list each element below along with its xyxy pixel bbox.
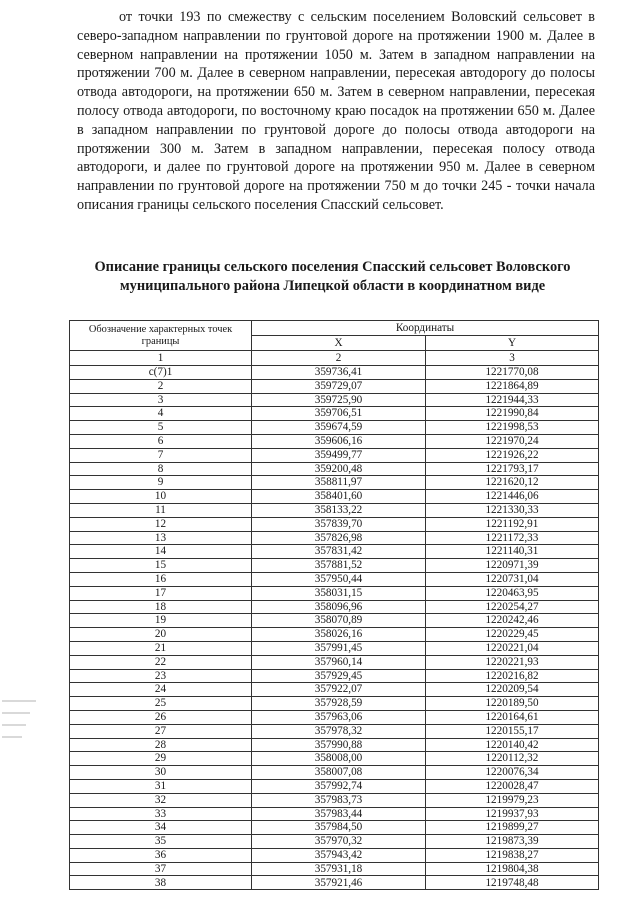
section-heading: Описание границы сельского поселения Спасский сельсовет Воловского муниципального района Липецкой области в координатном виде (94, 259, 571, 294)
point-id-cell: 33 (70, 807, 252, 821)
table-row (70, 379, 599, 393)
point-id-cell: 5 (70, 421, 252, 435)
table-row (70, 503, 599, 517)
point-id-cell: 32 (70, 793, 252, 807)
table-row (70, 862, 599, 876)
x-coordinate-cell: 357984,50 (252, 821, 426, 835)
point-id-cell: 36 (70, 848, 252, 862)
y-coordinate-cell: 1219937,93 (426, 807, 599, 821)
y-coordinate-cell: 1220112,32 (426, 752, 599, 766)
scan-artifact (2, 724, 26, 726)
point-designation-header: Обозначение характерных точек границы (70, 321, 252, 351)
column-number-row (70, 351, 599, 366)
x-coordinate-cell: 359706,51 (252, 407, 426, 421)
point-id-cell: 24 (70, 683, 252, 697)
point-id-cell: 11 (70, 503, 252, 517)
x-coordinate-cell: 357826,98 (252, 531, 426, 545)
point-id-cell: 6 (70, 434, 252, 448)
y-coordinate-cell: 1220221,04 (426, 641, 599, 655)
column-number-3: 3 (426, 351, 599, 366)
y-coordinate-cell: 1219873,39 (426, 835, 599, 849)
y-coordinate-cell: 1220076,34 (426, 766, 599, 780)
x-coordinate-cell: 357983,73 (252, 793, 426, 807)
x-coordinate-cell: 359736,41 (252, 366, 426, 380)
y-coordinate-cell: 1221140,31 (426, 545, 599, 559)
table-row (70, 641, 599, 655)
point-id-cell: 38 (70, 876, 252, 890)
x-coordinate-cell: 357839,70 (252, 517, 426, 531)
x-coordinate-cell: 357978,32 (252, 724, 426, 738)
table-row (70, 793, 599, 807)
y-coordinate-cell: 1219899,27 (426, 821, 599, 835)
table-row (70, 586, 599, 600)
table-row (70, 572, 599, 586)
table-row (70, 462, 599, 476)
table-row (70, 545, 599, 559)
y-coordinate-cell: 1221192,91 (426, 517, 599, 531)
point-id-cell: 27 (70, 724, 252, 738)
y-coordinate-cell: 1220971,39 (426, 559, 599, 573)
x-coordinate-cell: 357929,45 (252, 669, 426, 683)
table-row (70, 490, 599, 504)
x-coordinate-cell: 357970,32 (252, 835, 426, 849)
point-id-cell: 35 (70, 835, 252, 849)
point-id-cell: 20 (70, 628, 252, 642)
point-id-cell: 10 (70, 490, 252, 504)
x-coordinate-cell: 357983,44 (252, 807, 426, 821)
x-coordinate-cell: 357960,14 (252, 655, 426, 669)
scan-artifact (2, 736, 22, 738)
table-row (70, 710, 599, 724)
x-coordinate-cell: 359729,07 (252, 379, 426, 393)
y-coordinate-cell: 1221944,33 (426, 393, 599, 407)
y-coordinate-cell: 1221990,84 (426, 407, 599, 421)
y-coordinate-cell: 1220242,46 (426, 614, 599, 628)
coordinates-header: Координаты (252, 321, 599, 336)
y-coordinate-cell: 1221926,22 (426, 448, 599, 462)
x-coordinate-cell: 359674,59 (252, 421, 426, 435)
x-coordinate-cell: 358401,60 (252, 490, 426, 504)
table-row (70, 448, 599, 462)
y-coordinate-cell: 1220209,54 (426, 683, 599, 697)
point-id-cell: 25 (70, 697, 252, 711)
y-coordinate-cell: 1221330,33 (426, 503, 599, 517)
table-row (70, 517, 599, 531)
y-coordinate-cell: 1219838,27 (426, 848, 599, 862)
scan-artifact (2, 712, 30, 714)
y-coordinate-cell: 1221446,06 (426, 490, 599, 504)
table-row (70, 655, 599, 669)
table-row (70, 559, 599, 573)
point-id-cell: 23 (70, 669, 252, 683)
table-row (70, 407, 599, 421)
table-row (70, 614, 599, 628)
table-row (70, 835, 599, 849)
x-coordinate-cell: 358811,97 (252, 476, 426, 490)
y-coordinate-cell: 1220189,50 (426, 697, 599, 711)
table-row (70, 697, 599, 711)
x-coordinate-cell: 357922,07 (252, 683, 426, 697)
table-row (70, 421, 599, 435)
x-coordinate-cell: 357963,06 (252, 710, 426, 724)
point-id-cell: 8 (70, 462, 252, 476)
column-number-1: 1 (70, 351, 252, 366)
point-id-cell: 19 (70, 614, 252, 628)
point-id-cell: 16 (70, 572, 252, 586)
point-id-cell: 29 (70, 752, 252, 766)
scan-artifact (2, 700, 36, 702)
x-coordinate-cell: 358133,22 (252, 503, 426, 517)
point-id-cell: 14 (70, 545, 252, 559)
point-id-cell: 18 (70, 600, 252, 614)
table-row (70, 724, 599, 738)
point-id-cell: 17 (70, 586, 252, 600)
point-id-cell: 30 (70, 766, 252, 780)
point-id-cell: 37 (70, 862, 252, 876)
column-number-2: 2 (252, 351, 426, 366)
table-header-row (70, 321, 599, 336)
table-row (70, 366, 599, 380)
point-id-cell: 9 (70, 476, 252, 490)
table-row (70, 683, 599, 697)
point-id-cell: 2 (70, 379, 252, 393)
x-coordinate-cell: 357990,88 (252, 738, 426, 752)
y-coordinate-cell: 1219804,38 (426, 862, 599, 876)
y-coordinate-cell: 1220155,17 (426, 724, 599, 738)
y-header: Y (426, 336, 599, 351)
point-id-cell: 34 (70, 821, 252, 835)
y-coordinate-cell: 1219979,23 (426, 793, 599, 807)
x-coordinate-cell: 357921,46 (252, 876, 426, 890)
y-coordinate-cell: 1221172,33 (426, 531, 599, 545)
table-row (70, 669, 599, 683)
table-row (70, 393, 599, 407)
point-id-cell: 15 (70, 559, 252, 573)
table-row (70, 766, 599, 780)
x-coordinate-cell: 358007,08 (252, 766, 426, 780)
table-row (70, 807, 599, 821)
point-id-cell: 21 (70, 641, 252, 655)
point-id-cell: 3 (70, 393, 252, 407)
x-coordinate-cell: 357881,52 (252, 559, 426, 573)
table-row (70, 434, 599, 448)
point-id-cell: с(7)1 (70, 366, 252, 380)
coordinates-table-body (70, 321, 599, 890)
y-coordinate-cell: 1221793,17 (426, 462, 599, 476)
point-id-cell: 13 (70, 531, 252, 545)
table-row (70, 779, 599, 793)
y-coordinate-cell: 1219748,48 (426, 876, 599, 890)
table-row (70, 738, 599, 752)
table-row (70, 876, 599, 890)
x-coordinate-cell: 357931,18 (252, 862, 426, 876)
x-coordinate-cell: 359499,77 (252, 448, 426, 462)
table-row (70, 821, 599, 835)
y-coordinate-cell: 1220216,82 (426, 669, 599, 683)
y-coordinate-cell: 1221770,08 (426, 366, 599, 380)
table-row (70, 628, 599, 642)
point-id-cell: 12 (70, 517, 252, 531)
point-id-cell: 22 (70, 655, 252, 669)
x-coordinate-cell: 359725,90 (252, 393, 426, 407)
y-coordinate-cell: 1221970,24 (426, 434, 599, 448)
y-coordinate-cell: 1221864,89 (426, 379, 599, 393)
x-coordinate-cell: 357991,45 (252, 641, 426, 655)
x-coordinate-cell: 358031,15 (252, 586, 426, 600)
x-coordinate-cell: 358008,00 (252, 752, 426, 766)
y-coordinate-cell: 1221620,12 (426, 476, 599, 490)
point-id-cell: 7 (70, 448, 252, 462)
x-coordinate-cell: 358070,89 (252, 614, 426, 628)
point-id-cell: 28 (70, 738, 252, 752)
x-coordinate-cell: 358096,96 (252, 600, 426, 614)
x-coordinate-cell: 359606,16 (252, 434, 426, 448)
x-coordinate-cell: 359200,48 (252, 462, 426, 476)
table-row (70, 848, 599, 862)
y-coordinate-cell: 1220229,45 (426, 628, 599, 642)
y-coordinate-cell: 1220731,04 (426, 572, 599, 586)
table-row (70, 600, 599, 614)
y-coordinate-cell: 1220221,93 (426, 655, 599, 669)
boundary-description-paragraph: от точки 193 по смежеству с сельским поселением Воловский сельсовет в северо-западном направлении по грунтовой дороге на протяжении 1900 м. Далее в северном направлении на протяжении 1050 м. Затем в западном направлении на протяжении 700 м. Далее в северном направлении, пересекая автодорогу до полосы отвода автодороги, на протяжении 650 м. Затем в северном направлении, пересекая полосу отвода автодороги, по восточному краю посадок на протяжении 650 м. Далее в западном направлении по грунтовой дороге до полосы отвода автодороги на протяжении 300 м. Затем в западном направлении, пересекая полосу отвода автодороги, и далее по грунтовой дороге на протяжении 950 м. Далее в северном направлении по грунтовой дороге на протяжении 750 м до точки 245 - точки начала описания границы сельского поселения Спасский сельсовет. (77, 9, 595, 213)
x-coordinate-cell: 358026,16 (252, 628, 426, 642)
coordinates-table (69, 320, 599, 890)
y-coordinate-cell: 1220028,47 (426, 779, 599, 793)
table-row (70, 476, 599, 490)
y-coordinate-cell: 1220463,95 (426, 586, 599, 600)
x-coordinate-cell: 357943,42 (252, 848, 426, 862)
y-coordinate-cell: 1220140,42 (426, 738, 599, 752)
x-coordinate-cell: 357992,74 (252, 779, 426, 793)
x-coordinate-cell: 357831,42 (252, 545, 426, 559)
point-id-cell: 31 (70, 779, 252, 793)
y-coordinate-cell: 1220254,27 (426, 600, 599, 614)
y-coordinate-cell: 1220164,61 (426, 710, 599, 724)
y-coordinate-cell: 1221998,53 (426, 421, 599, 435)
x-header: X (252, 336, 426, 351)
point-id-cell: 26 (70, 710, 252, 724)
x-coordinate-cell: 357928,59 (252, 697, 426, 711)
table-row (70, 531, 599, 545)
point-id-cell: 4 (70, 407, 252, 421)
x-coordinate-cell: 357950,44 (252, 572, 426, 586)
table-row (70, 752, 599, 766)
